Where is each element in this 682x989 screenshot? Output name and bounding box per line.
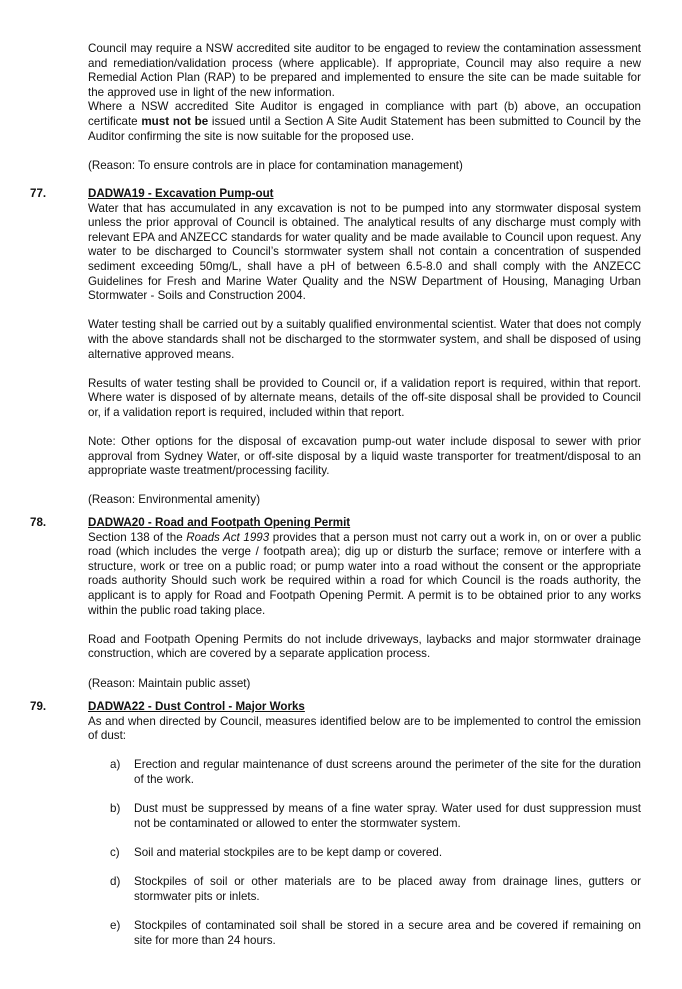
- list-item: [88, 919, 641, 948]
- list-letter: e): [110, 918, 121, 932]
- condition-paragraph: As and when directed by Council, measures identified below are to be implemented to control the emission of dust:: [88, 714, 641, 743]
- condition-paragraph: Results of water testing shall be provided to Council or, if a validation report is required, within that report. Where water is disposed of by alternate means, details of the off-site disposal shall be provided to Council or, if a validation report is required, included within that report.: [88, 376, 641, 419]
- list-letter: a): [110, 758, 121, 772]
- condition-paragraph: Water testing shall be carried out by a suitably qualified environmental scientist. Water that does not comply with the above standards shall not be discharged to the stormwater system, and shall be disposed of using alternative approved means.: [88, 318, 641, 361]
- intro-paragraph-2: [88, 100, 641, 144]
- condition-heading: DADWA20 - Road and Footpath Opening Permit: [88, 516, 351, 529]
- list-text: Soil and material stockpiles are to be kept damp or covered.: [134, 845, 443, 859]
- condition-heading: DADWA22 - Dust Control - Major Works: [88, 700, 305, 713]
- condition-number: 79.: [30, 700, 47, 713]
- condition-reason: (Reason: Maintain public asset): [88, 676, 251, 690]
- condition-number: 77.: [30, 187, 47, 200]
- list-text: Stockpiles of soil or other materials are to be placed away from drainage lines, gutters or stormwater pits or inlets.: [134, 875, 641, 903]
- intro-p2-start: Where a NSW accredited Site Auditor is engaged in compliance with part (b) above, an occupation certificate: [88, 100, 641, 128]
- list-text: Stockpiles of contaminated soil shall be stored in a secure area and be covered if remaining on site for more than 24 hours.: [134, 918, 641, 947]
- condition-77: [30, 187, 641, 508]
- list-text: Dust must be suppressed by means of a fine water spray. Water used for dust suppression must not be contaminated or allowed to enter the stormwater system.: [134, 802, 641, 830]
- intro-section: [88, 42, 641, 173]
- condition-note: Note: Other options for the disposal of excavation pump-out water include disposal to sewer with prior approval from Sydney Water, or off-site disposal by a liquid waste transporter for treatment/disposal to an appropriate waste treatment/processing facility.: [88, 435, 641, 478]
- intro-paragraph-1: Council may require a NSW accredited site auditor to be engaged to review the contamination assessment and remediation/validation process (where applicable). If appropriate, Council may also require a new Remedial Action Plan (RAP) to be prepared and implemented to ensure the site can be made suitable for the approved use in light of the new information.: [88, 42, 641, 99]
- list-item: [88, 875, 641, 904]
- list-letter: d): [110, 875, 121, 889]
- p1-end: provides that a person must not carry out a work in, on or over a public road (which includes the verge / footpath area); dig up or disturb the surface; remove or interfere with a structure, work or tree on a public road; or pump water into a road without the consent or the appropriate roads authority Should such work be required within a road for which Council is the roads authority, the applicant is to apply for Road and Footpath Opening Permit. A permit is to be obtained prior to any works within the public road taking place.: [88, 530, 641, 617]
- intro-p2-end: issued until a Section A Site Audit Statement has been submitted to Council by the Auditor confirming the site is now suitable for the proposed use.: [88, 114, 641, 143]
- list-item: [88, 846, 641, 861]
- condition-heading: DADWA19 - Excavation Pump-out: [88, 187, 274, 200]
- intro-p2-bold: must not be: [141, 114, 209, 128]
- list-item: [88, 758, 641, 787]
- condition-79: [30, 700, 641, 963]
- list-item: [88, 802, 641, 831]
- intro-reason: (Reason: To ensure controls are in place for contamination management): [88, 158, 463, 172]
- act-name: Roads Act 1993: [186, 530, 270, 544]
- p1-start: Section 138 of the: [88, 530, 187, 544]
- condition-reason: (Reason: Environmental amenity): [88, 493, 261, 507]
- condition-paragraph: [88, 531, 641, 619]
- list-letter: c): [110, 845, 120, 859]
- condition-78: [30, 516, 641, 691]
- list-letter: b): [110, 802, 121, 816]
- condition-number: 78.: [30, 516, 47, 529]
- condition-paragraph: Road and Footpath Opening Permits do not include driveways, laybacks and major stormwater drainage construction, which are covered by a separate application process.: [88, 632, 641, 661]
- dust-control-list: [88, 758, 641, 948]
- list-text: Erection and regular maintenance of dust screens around the perimeter of the site for the duration of the work.: [134, 758, 641, 786]
- condition-paragraph: Water that has accumulated in any excavation is not to be pumped into any stormwater disposal system unless the prior approval of Council is obtained. The analytical results of any discharge must comply with relevant EPA and ANZECC standards for water quality and be made available to Council upon request. Any water to be discharged to Council’s stormwater system shall not contain a concentration of suspended sediment exceeding 50mg/L, shall have a pH of between 6.5-8.0 and shall comply with the ANZECC Guidelines for Fresh and Marine Water Quality and the NSW Department of Housing, Managing Urban Stormwater - Soils and Construction 2004.: [88, 201, 641, 303]
